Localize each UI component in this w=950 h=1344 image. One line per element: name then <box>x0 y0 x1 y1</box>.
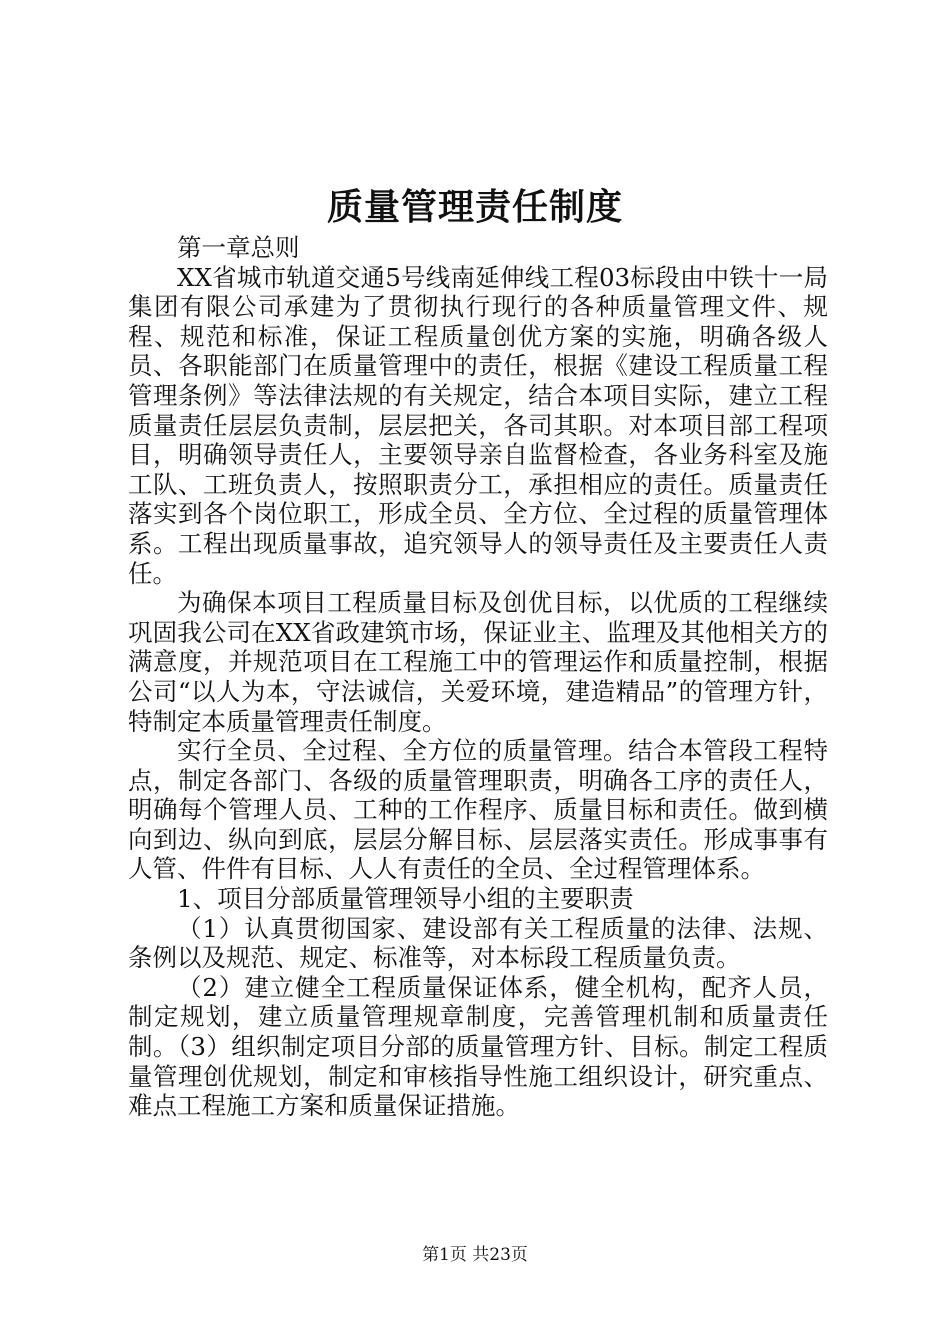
chapter-heading: 第一章总则 <box>177 233 300 262</box>
section-heading: 1、项目分部质量管理领导小组的主要职责 <box>177 884 634 914</box>
paragraph: 为确保本项目工程质量目标及创优目标，以优质的工程继续巩固我公司在XX省政建筑市场，保证业主、监理及其他相关方的满意度，并规范项目在工程施工中的管理运作和质量控制，根据公司“以人为本，守法诚信，关爱环境，建造精品”的管理方针，特制定本质量管理责任制度。 <box>128 588 828 736</box>
paragraph: XX省城市轨道交通5号线南延伸线工程03标段由中铁十一局集团有限公司承建为了贯彻执行现行的各种质量管理文件、规程、规范和标准，保证工程质量创优方案的实施，明确各级人员、各职能部门在质量管理中的责任，根据《建设工程质量工程管理条例》等法律法规的有关规定，结合本项目实际，建立工程质量责任层层负责制，层层把关，各司其职。对本项目部工程项目，明确领导责任人，主要领导亲自监督检查，各业务科室及施工队、工班负责人，按照职责分工，承担相应的责任。质量责任落实到各个岗位职工，形成全员、全方位、全过程的质量管理体系。工程出现质量事故，追究领导人的领导责任及主要责任人责任。 <box>128 262 828 588</box>
paragraph: 实行全员、全过程、全方位的质量管理。结合本管段工程特点，制定各部门、各级的质量管理职责，明确各工序的责任人，明确每个管理人员、工种的工作程序、质量目标和责任。做到横向到边、纵向到底，层层分解目标、层层落实责任。形成事事有人管、件件有目标、人人有责任的全员、全过程管理体系。 <box>128 736 828 884</box>
paragraph: （1）认真贯彻国家、建设部有关工程质量的法律、法规、条例以及规范、规定、标准等，对本标段工程质量负责。 <box>128 913 828 973</box>
document-body <box>128 233 828 1121</box>
document-title: 质量管理责任制度 <box>326 186 623 228</box>
paragraph: （2）建立健全工程质量保证体系，健全机构，配齐人员，制定规划，建立质量管理规章制度，完善管理机制和质量责任制。（3）组织制定项目分部的质量管理方针、目标。制定工程质量管理创优规划，制定和审核指导性施工组织设计，研究重点、难点工程施工方案和质量保证措施。 <box>128 972 828 1121</box>
page-footer: 第1页 共23页 <box>422 1245 528 1265</box>
